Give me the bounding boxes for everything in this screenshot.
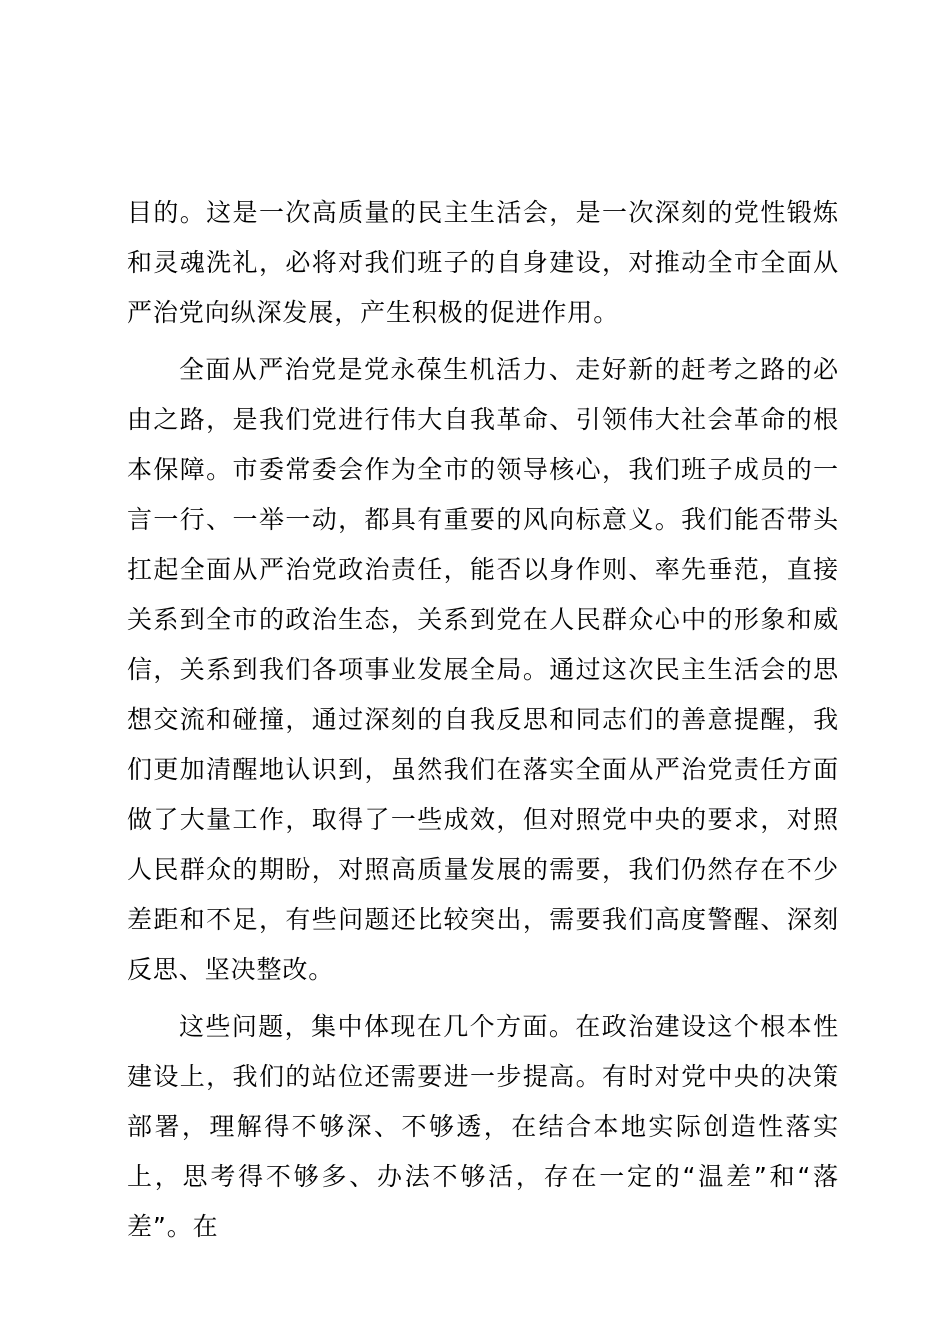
paragraph-1: 目的。这是一次高质量的民主生活会，是一次深刻的党性锻炼和灵魂洗礼，必将对我们班子的自身建设，对推动全市全面从严治党向纵深发展，产生积极的促进作用。: [127, 198, 839, 327]
paragraph-2: 全面从严治党是党永葆生机活力、走好新的赶考之路的必由之路，是我们党进行伟大自我革命、引领伟大社会革命的根本保障。市委常委会作为全市的领导核心，我们班子成员的一言一行、一举一动，都具有重要的风向标意义。我们能否带头扛起全面从严治党政治责任，能否以身作则、率先垂范，直接关系到全市的政治生态，关系到党在人民群众心中的形象和威信，关系到我们各项事业发展全局。通过这次民主生活会的思想交流和碰撞，通过深刻的自我反思和同志们的善意提醒，我们更加清醒地认识到，虽然我们在落实全面从严治党责任方面做了大量工作，取得了一些成效，但对照党中央的要求，对照人民群众的期盼，对照高质量发展的需要，我们仍然存在不少差距和不足，有些问题还比较突出，需要我们高度警醒、深刻反思、坚决整改。: [127, 355, 839, 984]
document-page: [127, 188, 839, 1259]
paragraph-3: 这些问题，集中体现在几个方面。在政治建设这个根本性建设上，我们的站位还需要进一步提高。有时对党中央的决策部署，理解得不够深、不够透，在结合本地实际创造性落实上，思考得不够多、办法不够活，存在一定的“温差”和“落差”。在: [127, 1012, 839, 1241]
